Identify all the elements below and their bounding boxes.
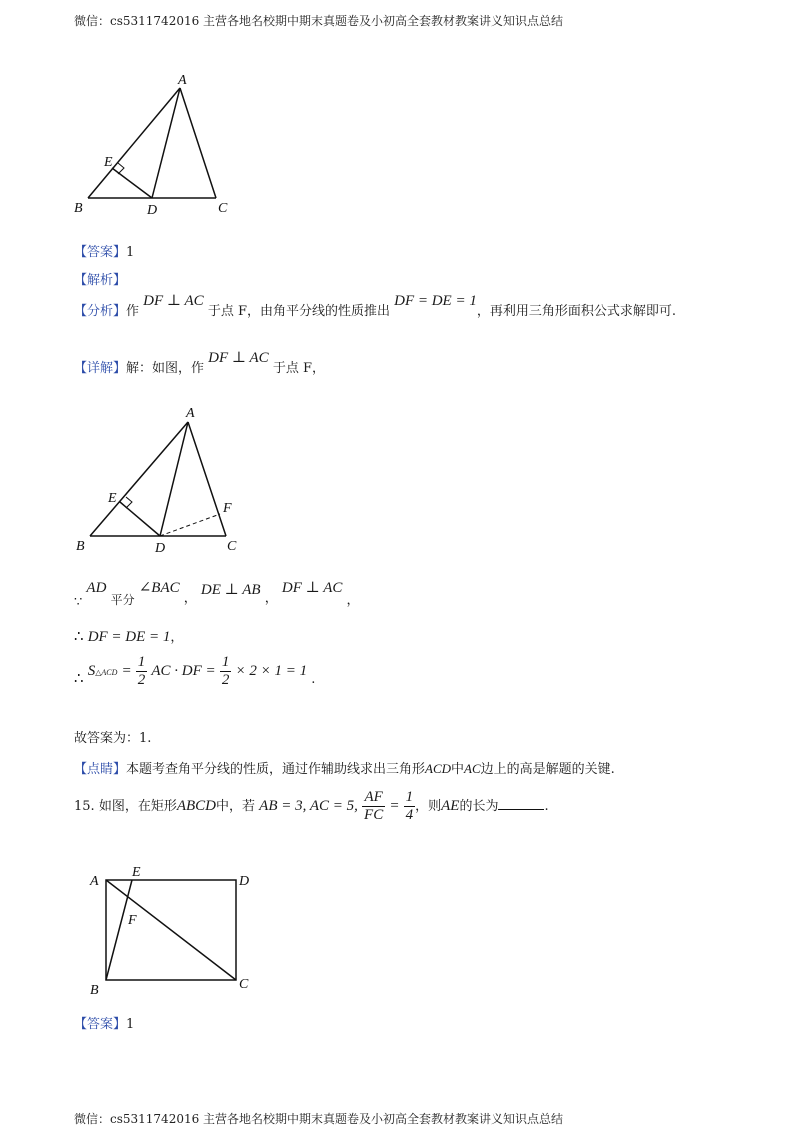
q15-text-2: 中，若 — [216, 799, 256, 814]
dianjing-math-2: AC — [464, 761, 481, 776]
q15-math-ae: AE — [441, 798, 460, 814]
fig1-label-c: C — [218, 201, 228, 216]
step-2 — [74, 626, 183, 646]
final-answer: 故答案为：1. — [74, 731, 152, 746]
fig3-label-b: B — [90, 983, 99, 998]
answer-value-2: 1 — [126, 1017, 135, 1032]
xiangjie-text-1: 解：如图，作 — [126, 361, 205, 376]
q15-frac-af-fc: $\frac{AF}{FC}$ — [364, 789, 384, 823]
because-symbol: ∵ — [74, 595, 83, 610]
xiangjie-line — [74, 350, 325, 377]
fig1-label-d: D — [147, 203, 158, 218]
dianjing-text-1: 本题考查角平分线的性质，通过作辅助线求出三角形 — [126, 762, 426, 777]
q15-frac-1-4: $\frac{1}{4}$ — [405, 789, 414, 823]
analysis-tag: 【解析】 — [74, 273, 127, 288]
step1-de-ab: DE ⊥ AB — [200, 582, 261, 598]
answer-tag-2: 【答案】 — [74, 1017, 127, 1032]
step3-s: S — [87, 663, 96, 679]
fig2-label-e: E — [108, 491, 117, 506]
step3-sub: △ACD — [95, 668, 118, 677]
dianjing-text-3: 边上的高是解题的关键. — [480, 762, 615, 777]
fenxi-tag: 【分析】 — [74, 304, 127, 319]
fig2-label-c: C — [227, 539, 237, 554]
fenxi-text-3: ，再利用三角形面积公式求解即可. — [476, 304, 676, 319]
fig2-label-b: B — [76, 539, 85, 554]
step2-expr: DF = DE = 1 — [87, 629, 171, 645]
q15-text-5: . — [544, 799, 549, 814]
fig3-label-a: A — [90, 874, 99, 889]
therefore-symbol-2: ∴ — [74, 669, 84, 687]
step1-pingfen: 平分 — [110, 593, 135, 607]
fenxi-line — [74, 293, 676, 320]
fenxi-text-2: 于点 F，由角平分线的性质推出 — [207, 304, 390, 319]
fig1-label-b: B — [74, 201, 83, 216]
fig3-label-c: C — [239, 977, 249, 992]
dianjing-text-2: 中 — [451, 762, 465, 777]
xiangjie-math-1: DF ⊥ AC — [208, 350, 269, 366]
fig2-label-a: A — [186, 406, 195, 421]
page-footer: 微信：cs5311742016 主营各地名校期中期末真题卷及小初高全套教材教案讲义知识点总结 — [74, 1112, 564, 1126]
rectangle-figure-3 — [84, 860, 264, 1002]
step-3 — [74, 655, 315, 688]
fig1-label-e: E — [104, 155, 113, 170]
q15-text-1: 如图，在矩形 — [98, 799, 177, 814]
q15-answer-blank — [498, 797, 544, 810]
q15-math-given: AB = 3, AC = 5, — [259, 798, 358, 814]
fenxi-text-1: 作 — [126, 304, 140, 319]
q15-text-4: 的长为 — [459, 799, 499, 814]
step1-comma-2: ， — [264, 591, 278, 606]
fig2-label-f: F — [223, 501, 232, 516]
step3-frac-2: $\frac{1}{2}$ — [221, 654, 230, 688]
step1-comma-3: ， — [346, 593, 360, 608]
dianjing-line — [74, 758, 615, 777]
fenxi-math-2: DF = DE = 1 — [394, 293, 477, 309]
step1-ad: AD — [86, 580, 107, 596]
triangle-figure-2 — [70, 400, 260, 560]
answer-line-1 — [74, 241, 134, 260]
q15-eq: = — [389, 798, 400, 814]
answer-line-2 — [74, 1013, 134, 1032]
xiangjie-text-2: 于点 F， — [272, 361, 325, 376]
step3-mid: AC · DF = — [151, 663, 216, 679]
therefore-symbol-1: ∴ — [74, 627, 84, 645]
step1-comma-1: ， — [183, 591, 197, 606]
step1-df-ac: DF ⊥ AC — [281, 580, 343, 596]
question-15 — [74, 790, 549, 823]
answer-tag: 【答案】 — [74, 245, 127, 260]
step3-frac-1: $\frac{1}{2}$ — [137, 654, 146, 688]
triangle-figure-1 — [70, 70, 240, 220]
fig1-label-a: A — [178, 73, 187, 88]
step3-end: . — [311, 672, 316, 687]
answer-value: 1 — [126, 245, 135, 260]
fig3-label-d: D — [239, 874, 250, 889]
dianjing-math-1: ACD — [425, 761, 452, 776]
q15-number: 15. — [74, 799, 95, 814]
page-header: 微信：cs5311742016 主营各地名校期中期末真题卷及小初高全套教材教案讲义知识点总结 — [74, 14, 564, 28]
step3-eq: = — [121, 663, 132, 679]
dianjing-tag: 【点睛】 — [74, 762, 127, 777]
q15-text-3: ，则 — [415, 799, 442, 814]
fig3-label-f: F — [128, 913, 137, 928]
xiangjie-tag: 【详解】 — [74, 361, 127, 376]
fenxi-math-1: DF ⊥ AC — [143, 293, 204, 309]
fig3-label-e: E — [132, 865, 141, 880]
step3-tail: × 2 × 1 = 1 — [235, 663, 308, 679]
step2-end: ， — [170, 630, 184, 645]
q15-math-abcd: ABCD — [176, 798, 217, 814]
fig2-label-d: D — [155, 541, 166, 556]
step-1 — [74, 580, 360, 610]
step1-bac: ∠BAC — [138, 580, 180, 596]
